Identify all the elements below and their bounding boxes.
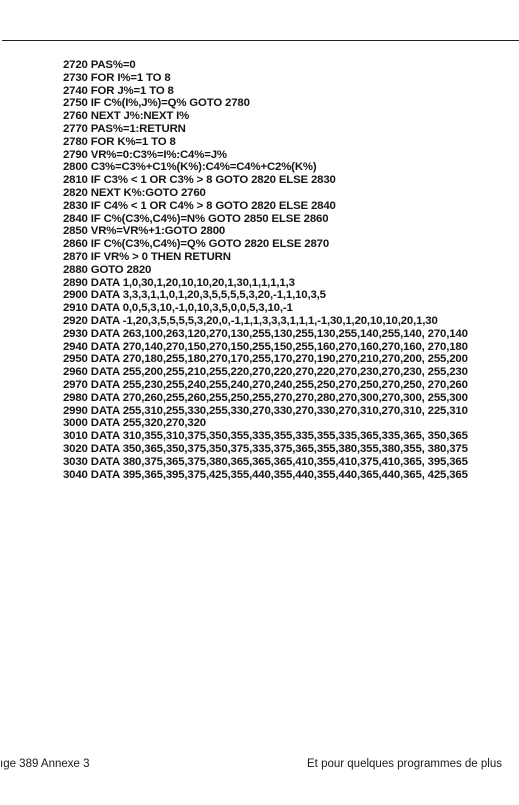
- code-line: 2920 DATA -1,20,3,5,5,5,5,3,20,0,-1,1,1,3,3,3,1,1,1,-1,30,1,20,10,10,20,1,30: [63, 314, 438, 327]
- code-line: 2870 IF VR% > 0 THEN RETURN: [63, 250, 231, 263]
- code-line: 2960 DATA 255,200,255,210,255,220,270,220,270,220,270,230,270,230, 255,230: [63, 366, 468, 379]
- code-line: 2810 IF C3% < 1 OR C3% > 8 GOTO 2820 ELSE 2830: [63, 174, 336, 187]
- code-line: 2740 FOR J%=1 TO 8: [63, 84, 174, 97]
- code-line: 2910 DATA 0,0,5,3,10,-1,0,10,3,5,0,0,5,3,10,-1: [63, 302, 293, 315]
- code-line: 2730 FOR I%=1 TO 8: [63, 71, 171, 84]
- code-line: 2930 DATA 263,100,263,120,270,130,255,130,255,130,255,140,255,140, 270,140: [63, 327, 468, 340]
- code-line: 2990 DATA 255,310,255,330,255,330,270,330,270,330,270,310,270,310, 225,310: [63, 404, 468, 417]
- code-line: 3040 DATA 395,365,395,375,425,355,440,355,440,355,440,365,440,365, 425,365: [63, 468, 468, 481]
- code-line: 2750 IF C%(I%,J%)=Q% GOTO 2780: [63, 97, 250, 110]
- page-footer-left: ıge 389 Annexe 3: [0, 758, 90, 770]
- code-line: 3030 DATA 380,375,365,375,380,365,365,365,410,355,410,375,410,365, 395,365: [63, 455, 468, 468]
- code-line: 2940 DATA 270,140,270,150,270,150,255,150,255,160,270,160,270,160, 270,180: [63, 340, 468, 353]
- code-line: 3020 DATA 350,365,350,375,350,375,335,375,365,355,380,355,380,355, 380,375: [63, 442, 468, 455]
- top-rule: [2, 40, 519, 41]
- code-line: 2830 IF C4% < 1 OR C4% > 8 GOTO 2820 ELSE 2840: [63, 199, 336, 212]
- code-line: 2720 PAS%=0: [63, 59, 136, 71]
- page-footer-right: Et pour quelques programmes de plus: [307, 758, 502, 770]
- code-line: 2780 FOR K%=1 TO 8: [63, 135, 176, 148]
- code-line: 2820 NEXT K%:GOTO 2760: [63, 186, 206, 199]
- code-line: 3000 DATA 255,320,270,320: [63, 417, 206, 430]
- code-line: 3010 DATA 310,355,310,375,350,355,335,355,335,355,335,365,335,365, 350,365: [63, 430, 468, 443]
- code-line: 2890 DATA 1,0,30,1,20,10,10,20,1,30,1,1,1,1,3: [63, 276, 295, 289]
- code-line: 2790 VR%=0:C3%=I%:C4%=J%: [63, 148, 227, 161]
- code-line: 2760 NEXT J%:NEXT I%: [63, 110, 190, 123]
- code-line: 2850 VR%=VR%+1:GOTO 2800: [63, 225, 226, 238]
- code-line: 2950 DATA 270,180,255,180,270,170,255,170,270,190,270,210,270,200, 255,200: [63, 353, 468, 366]
- code-line: 2840 IF C%(C3%,C4%)=N% GOTO 2850 ELSE 2860: [63, 212, 329, 225]
- code-line: 2880 GOTO 2820: [63, 263, 152, 276]
- basic-listing: [63, 59, 513, 481]
- code-line: 2980 DATA 270,260,255,260,255,250,255,270,270,280,270,300,270,300, 255,300: [63, 391, 468, 404]
- code-line: 2860 IF C%(C3%,C4%)=Q% GOTO 2820 ELSE 2870: [63, 238, 330, 251]
- code-line: 2970 DATA 255,230,255,240,255,240,270,240,255,250,270,250,270,250, 270,260: [63, 378, 468, 391]
- code-line: 2900 DATA 3,3,3,1,1,0,1,20,3,5,5,5,5,3,20,-1,1,10,3,5: [63, 289, 326, 302]
- code-line: 2800 C3%=C3%+C1%(K%):C4%=C4%+C2%(K%): [63, 161, 317, 174]
- code-line: 2770 PAS%=1:RETURN: [63, 122, 186, 135]
